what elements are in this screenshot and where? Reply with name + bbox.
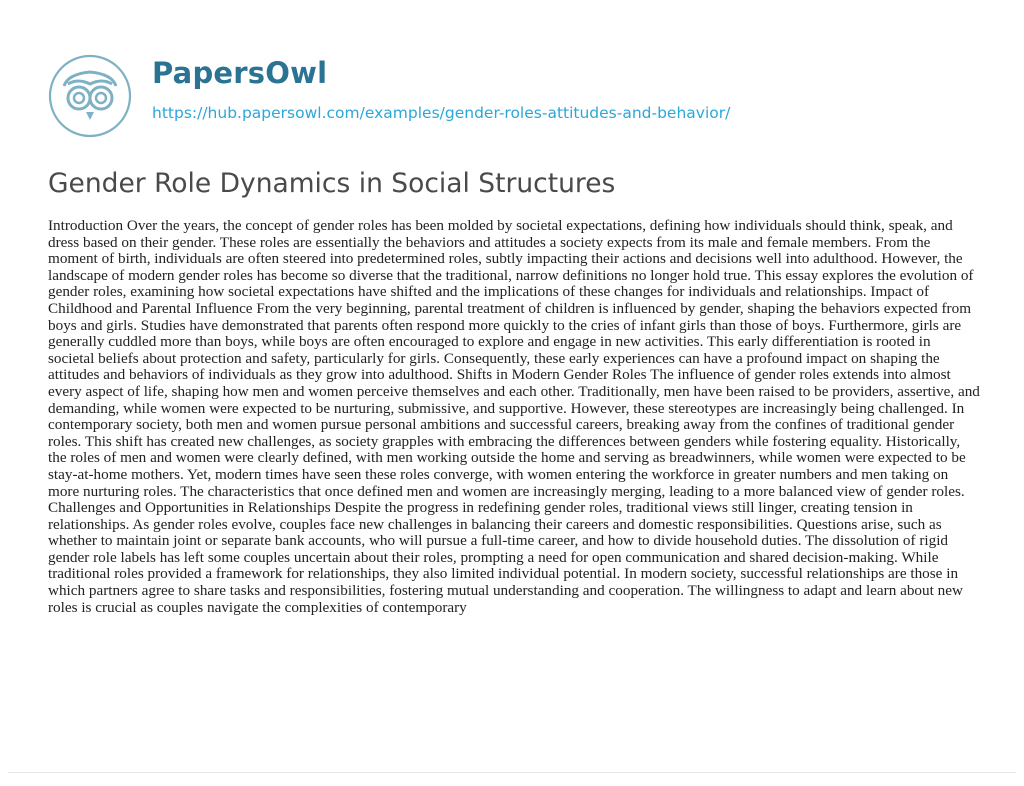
page-title: Gender Role Dynamics in Social Structures bbox=[48, 168, 616, 199]
bottom-divider bbox=[8, 772, 1016, 773]
essay-body: Introduction Over the years, the concept of gender roles has been molded by societal expectations, defining how individuals should think, speak, and dress based on their gender. These roles are essentially the behaviors and attitudes a society expects from its male and female members. From the moment of birth, individuals are often steered into predetermined roles, subtly impacting their actions and decisions well into adulthood. However, the landscape of modern gender roles has become so diverse that the traditional, narrow definitions no longer hold true. This essay explores the evolution of gender roles, examining how societal expectations have shifted and the implications of these changes for individuals and relationships. Impact of Childhood and Parental Influence From the very beginning, parental treatment of children is influenced by gender, shaping the behaviors expected from boys and girls. Studies have demonstrated that parents often respond more quickly to the cries of infant girls than those of boys. Furthermore, girls are generally cuddled more than boys, while boys are often encouraged to explore and engage in new activities. This early differentiation is rooted in societal beliefs about protection and safety, particularly for girls. Consequently, these early experiences can have a profound impact on shaping the attitudes and behaviors of individuals as they grow into adulthood. Shifts in Modern Gender Roles The influence of gender roles extends into almost every aspect of life, shaping how men and women perceive themselves and each other. Traditionally, men have been raised to be providers, assertive, and demanding, while women were expected to be nurturing, submissive, and supportive. However, these stereotypes are increasingly being challenged. In contemporary society, both men and women pursue personal ambitions and successful careers, breaking away from the confines of traditional gender roles. This shift has created new challenges, as society grapples with embracing the differences between genders while fostering equality. Historically, the roles of men and women were clearly defined, with men working outside the home and serving as breadwinners, while women were expected to be stay-at-home mothers. Yet, modern times have seen these roles converge, with women entering the workforce in greater numbers and men taking on more nurturing roles. The characteristics that once defined men and women are increasingly merging, leading to a more balanced view of gender roles. Challenges and Opportunities in Relationships Despite the progress in redefining gender roles, traditional views still linger, creating tension in relationships. As gender roles evolve, couples face new challenges in balancing their careers and domestic responsibilities. Questions arise, such as whether to maintain joint or separate bank accounts, who will pursue a full-time career, and how to divide household duties. The dissolution of rigid gender role labels has left some couples uncertain about their roles, prompting a need for open communication and shared decision-making. While traditional roles provided a framework for relationships, they also limited individual potential. In modern society, successful relationships are those in which partners agree to share tasks and responsibilities, fostering mutual understanding and cooperation. The willingness to adapt and learn about new roles is crucial as couples navigate the complexities of contemporary bbox=[48, 217, 980, 616]
owl-icon bbox=[48, 54, 132, 138]
header bbox=[48, 54, 948, 154]
source-url-link[interactable]: https://hub.papersowl.com/examples/gender-roles-attitudes-and-behavior/ bbox=[152, 104, 731, 122]
brand-name[interactable]: PapersOwl bbox=[152, 56, 328, 90]
